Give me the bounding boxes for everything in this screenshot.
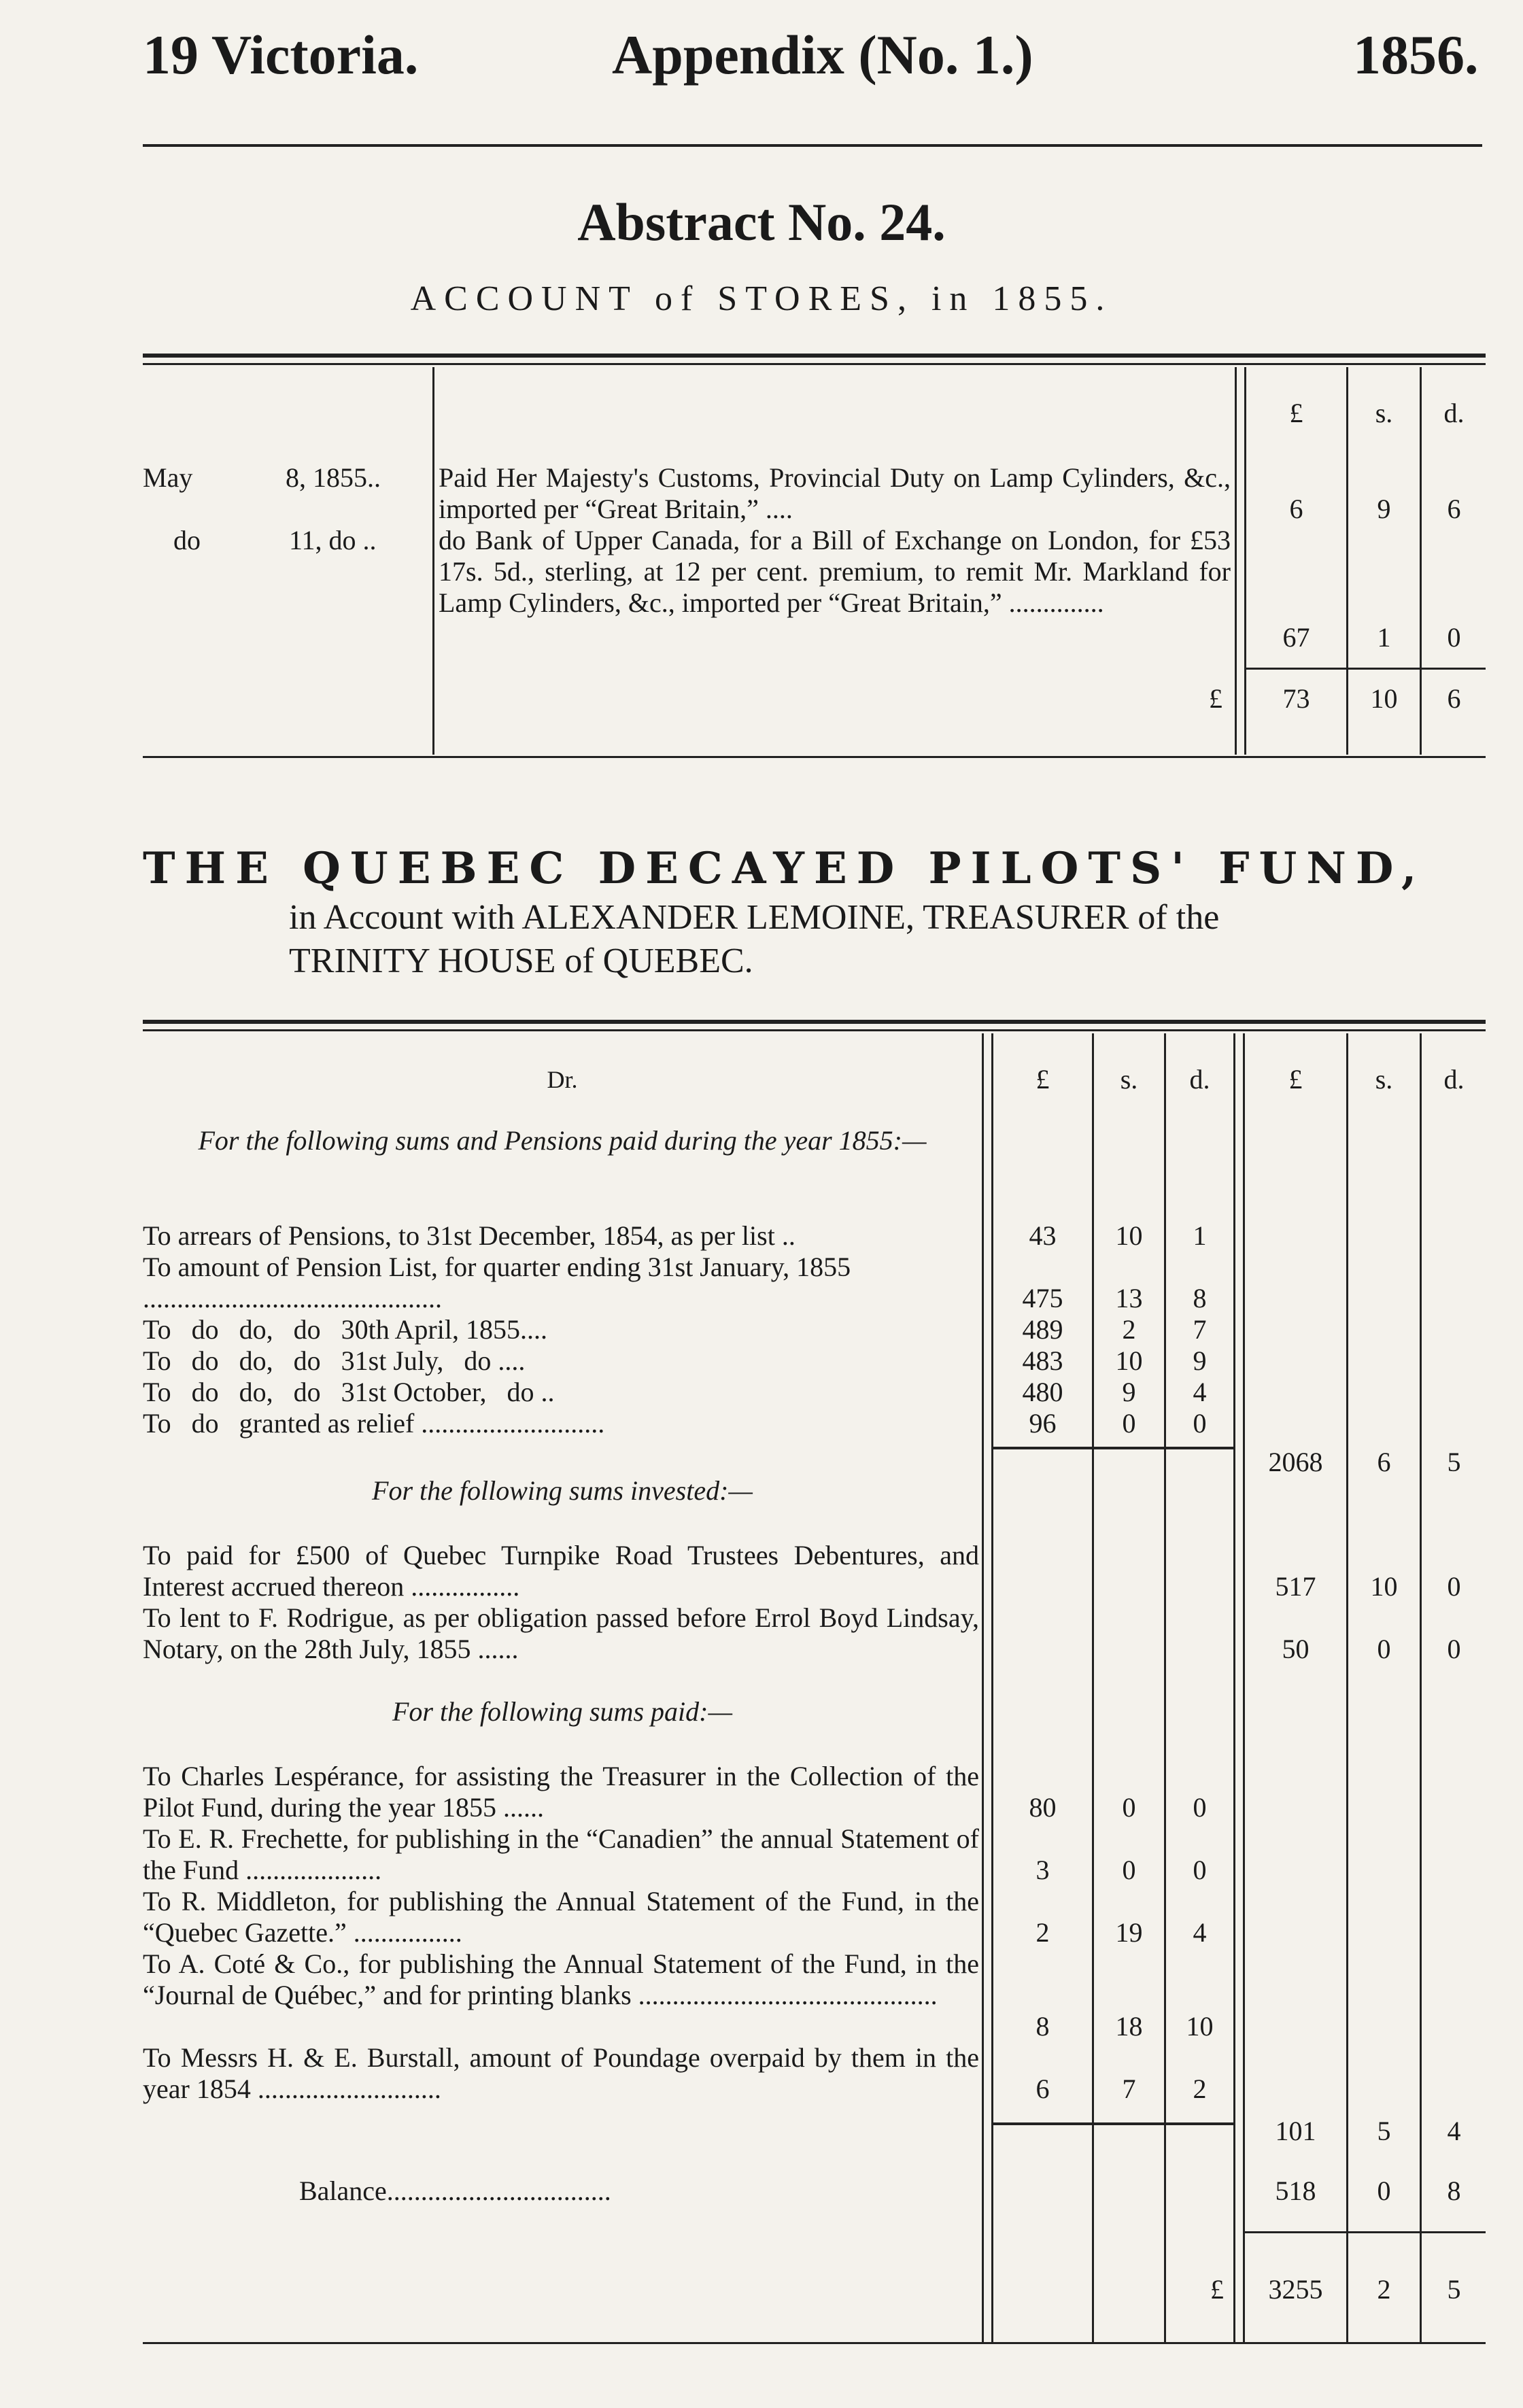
pension-row-pound: 489 [1022,1314,1063,1345]
pension-row-pound: 480 [1022,1377,1063,1407]
header-center: Appendix (No. 1.) [612,24,1033,86]
grand-sum-rule [1245,2231,1486,2233]
abstract-row-d: 6 [1447,494,1461,524]
fund-section-invested: For the following sums invested:— [372,1475,753,1506]
invest-row-pound: 517 [1275,1571,1316,1602]
balance-s: 0 [1377,2175,1391,2206]
header-rule [143,144,1482,147]
fund-subtitle-1: in Account with ALEXANDER LEMOINE, TREASURER of the [289,898,1220,937]
pension-row-d: 1 [1193,1220,1207,1251]
fund-top-rule [143,1020,1486,1024]
abstract-vline-2 [1235,367,1237,755]
abstract-col-s: s. [1375,398,1393,428]
pension-row-s: 2 [1122,1314,1136,1345]
paid-row-d: 10 [1186,2011,1214,2042]
paid-row-pound: 6 [1036,2074,1050,2104]
paid-row: To Messrs H. & E. Burstall, amount of Poundage overpaid by them in the year 1854 ........................... [143,2042,979,2104]
grand-total-pound: 3255 [1268,2274,1323,2305]
fund-col-pound-2: £ [1288,1064,1303,1095]
abstract-vline-1 [432,367,434,755]
pension-row: To do do, do 31st October, do .. [143,1377,555,1407]
paid-row-s: 18 [1115,2011,1143,2042]
paid-row: To Charles Lespérance, for assisting the Treasurer in the Collection of the Pilot Fund, during the year 1855 ...... [143,1761,979,1823]
fund-title: THE QUEBEC DECAYED PILOTS' FUND, [143,843,1426,894]
pension-total-pound: 2068 [1268,1447,1323,1477]
paid-row-s: 7 [1122,2074,1136,2104]
paid-row: To E. R. Frechette, for publishing in the “Canadien” the annual Statement of the Fund .................... [143,1823,979,1885]
invest-row: To lent to F. Rodrigue, as per obligation passed before Errol Boyd Lindsay, Notary, on the 28th July, 1855 ...... [143,1602,979,1664]
invest-row-s: 0 [1377,1634,1391,1664]
abstract-row-s: 9 [1377,494,1391,524]
fund-bottom-rule [143,2342,1486,2344]
balance-d: 8 [1447,2175,1461,2206]
paid-total-s: 5 [1377,2116,1391,2146]
pension-row-pound: 43 [1029,1220,1057,1251]
pension-row-s: 10 [1115,1345,1143,1376]
paid-total-d: 4 [1447,2116,1461,2146]
pension-total-d: 5 [1447,1447,1461,1477]
pension-row: To arrears of Pensions, to 31st December, 1854, as per list .. [143,1220,795,1251]
header-right: 1856. [1353,24,1479,86]
grand-total-d: 5 [1447,2274,1461,2305]
grand-total-s: 2 [1377,2274,1391,2305]
abstract-bottom-rule [143,756,1486,758]
fund-col-s-2: s. [1375,1064,1393,1095]
pension-row-pound: 483 [1022,1345,1063,1376]
fund-vline-desc [982,1033,984,2342]
paid-row-pound: 2 [1036,1917,1050,1948]
abstract-sum-rule [1246,668,1486,670]
paid-row-pound: 8 [1036,2011,1050,2042]
abstract-row-day: 8, 1855.. [286,462,381,493]
fund-section-paid: For the following sums paid:— [392,1696,733,1727]
abstract-row-d: 0 [1447,622,1461,653]
header-left: 19 Victoria. [143,24,419,86]
abstract-top-rule [143,354,1486,358]
fund-top-rule-2 [143,1029,1486,1031]
pension-row-d: 8 [1193,1283,1207,1313]
abstract-row-s: 1 [1377,622,1391,653]
paid-row-d: 2 [1193,2074,1207,2104]
paid-row-pound: 3 [1036,1855,1050,1885]
pension-row-s: 9 [1122,1377,1136,1407]
fund-subtitle-2: TRINITY HOUSE of QUEBEC. [289,942,753,980]
paid-total-pound: 101 [1275,2116,1316,2146]
abstract-total-d: 6 [1447,683,1461,714]
fund-col-d-1: d. [1189,1064,1210,1095]
paid-row-s: 0 [1122,1792,1136,1823]
fund-col-s-1: s. [1120,1064,1138,1095]
abstract-row-month: do [173,525,201,555]
pension-row: To do do, do 30th April, 1855.... [143,1314,547,1345]
fund-section-pensions: For the following sums and Pensions paid during the year 1855:— [198,1125,927,1156]
abstract-row-pound: 6 [1289,494,1303,524]
invest-row-d: 0 [1447,1634,1461,1664]
grand-total-label: £ [1210,2274,1224,2305]
abstract-total-s: 10 [1370,683,1398,714]
abstract-col-d: d. [1443,398,1465,428]
abstract-row-day: 11, do .. [289,525,377,555]
pension-row-s: 13 [1115,1283,1143,1313]
paid-row-s: 0 [1122,1855,1136,1885]
abstract-subtitle: ACCOUNT of STORES, in 1855. [410,279,1113,318]
abstract-total-label: £ [1209,683,1222,714]
balance-label: Balance................................. [299,2175,611,2206]
invest-row-s: 10 [1370,1571,1398,1602]
abstract-row-pound: 67 [1282,622,1310,653]
pension-row: To do do, do 31st July, do .... [143,1345,526,1376]
fund-dr-label: Dr. [547,1066,578,1093]
invest-row-pound: 50 [1282,1634,1310,1664]
pension-row-s: 10 [1115,1220,1143,1251]
abstract-row-text: do Bank of Upper Canada, for a Bill of Exchange on London, for £53 17s. 5d., sterling, at 12 per cent. premium, to remit Mr. Markland for Lamp Cylinders, &c., imported per “Great Britain,” .............. [439,525,1231,618]
pension-sum-rule [993,1447,1233,1449]
abstract-row-month: May [143,462,193,493]
pension-row-s: 0 [1122,1408,1136,1439]
pension-total-s: 6 [1377,1447,1391,1477]
paid-row-s: 19 [1115,1917,1143,1948]
balance-pound: 518 [1275,2175,1316,2206]
abstract-top-rule-2 [143,363,1486,365]
pension-row-pound: 96 [1029,1408,1057,1439]
abstract-title: Abstract No. 24. [577,192,946,252]
paid-row: To R. Middleton, for publishing the Annual Statement of the Fund, in the “Quebec Gazette.” ................ [143,1886,979,1948]
paid-row: To A. Coté & Co., for publishing the Annual Statement of the Fund, in the “Journal de Québec,” and for printing blanks ............................................ [143,1948,979,2010]
invest-row: To paid for £500 of Quebec Turnpike Road Trustees Debentures, and Interest accrued thereon ................ [143,1540,979,1602]
pension-row: To amount of Pension List, for quarter ending 31st January, 1855 ............................................ [143,1252,851,1313]
pension-row: To do granted as relief ........................... [143,1408,605,1439]
pension-row-d: 0 [1193,1408,1207,1439]
paid-sum-rule [993,2122,1233,2125]
fund-col-pound-1: £ [1036,1064,1050,1095]
abstract-col-pound: £ [1289,398,1303,428]
fund-vline-inner [1233,1033,1235,2342]
paid-row-pound: 80 [1029,1792,1057,1823]
abstract-row-text: Paid Her Majesty's Customs, Provincial Duty on Lamp Cylinders, &c., imported per “Great Britain,” .... [439,462,1231,524]
abstract-total-pound: 73 [1282,683,1310,714]
fund-col-d-2: d. [1443,1064,1465,1095]
paid-row-d: 0 [1193,1792,1207,1823]
paid-row-d: 4 [1193,1917,1207,1948]
paid-row-d: 0 [1193,1855,1207,1885]
invest-row-d: 0 [1447,1571,1461,1602]
pension-row-d: 4 [1193,1377,1207,1407]
pension-row-d: 9 [1193,1345,1207,1376]
pension-row-d: 7 [1193,1314,1207,1345]
pension-row-pound: 475 [1022,1283,1063,1313]
